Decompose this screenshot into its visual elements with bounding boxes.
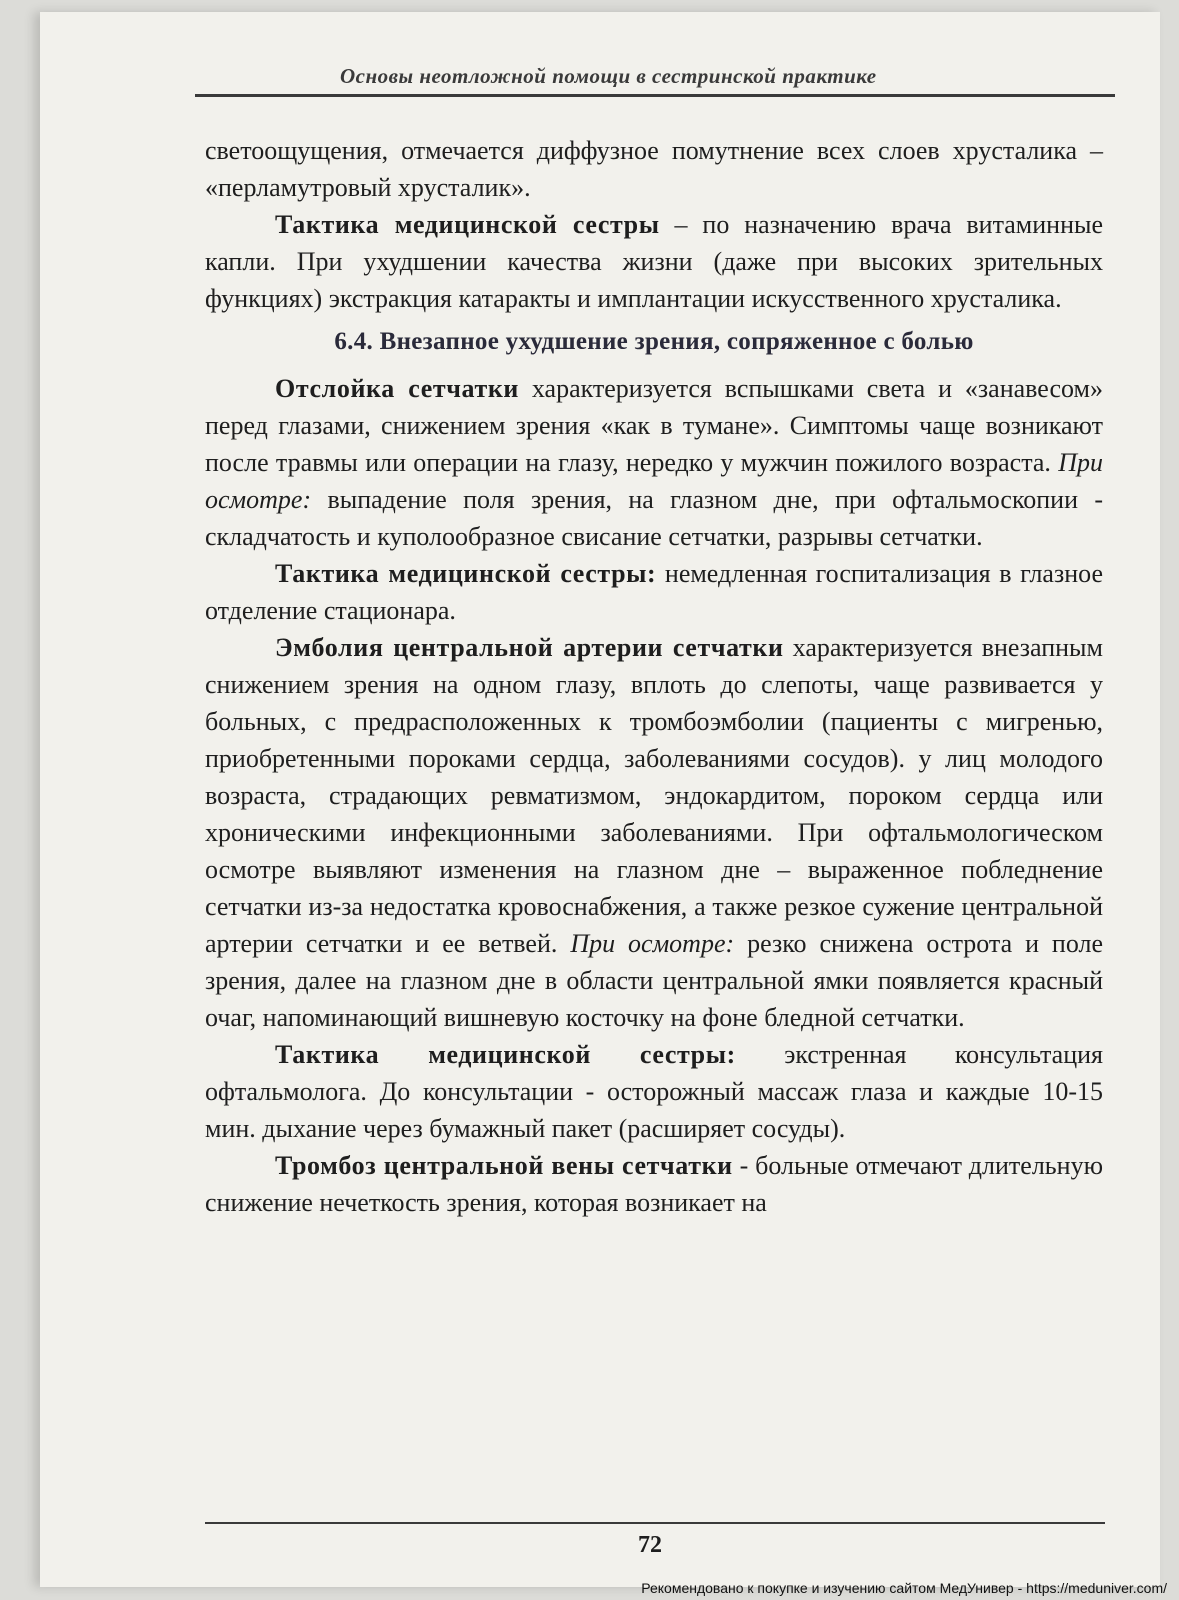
paragraph-retinal-detachment bbox=[205, 370, 1103, 555]
bold-term: Тромбоз центральной вены сетчатки bbox=[275, 1151, 733, 1180]
bold-term: Тактика медицинской сестры bbox=[275, 210, 660, 239]
book-page bbox=[40, 12, 1160, 1587]
paragraph-text: светоощущения, отмечается диффузное помутнение всех слоев хрусталика – «перламутровый хрусталик». bbox=[205, 136, 1103, 202]
paragraph-text: выпадение поля зрения, на глазном дне, при офтальмоскопии - складчатость и куполообразное свисание сетчатки, разрывы сетчатки. bbox=[205, 485, 1103, 551]
paragraph-text: экстренная консультация офтальмолога. До консультации - осторожный массаж глаза и каждые 10-15 мин. дыхание через бумажный пакет (расширяет сосуды). bbox=[205, 1040, 1103, 1143]
bold-term: Тактика медицинской сестры: bbox=[275, 559, 657, 588]
section-heading: 6.4. Внезапное ухудшение зрения, сопряженное с болью bbox=[334, 328, 974, 355]
header-divider bbox=[195, 94, 1115, 97]
bold-term: Эмболия центральной артерии сетчатки bbox=[275, 633, 784, 662]
watermark: Рекомендовано к покупке и изучению сайтом МедУнивер - https://meduniver.com/ bbox=[641, 1580, 1167, 1596]
paragraph-text: немедленная госпитализация в глазное отделение стационара. bbox=[205, 559, 1103, 625]
paragraph-tactics-cataract bbox=[205, 206, 1103, 317]
bold-term: Тактика медицинской сестры: bbox=[275, 1040, 736, 1069]
paragraph-text: резко снижена острота и поле зрения, далее на глазном дне в области центральной ямки появляется красный очаг, напоминающий вишневую косточку на фоне бледной сетчатки. bbox=[205, 929, 1104, 1032]
page-number: 72 bbox=[638, 1532, 662, 1558]
paragraph-vein-thrombosis bbox=[205, 1147, 1103, 1221]
paragraph-text: характеризуется вспышками света и «занавесом» перед глазами, снижением зрения «как в тумане». Симптомы чаще возникают после травмы или операции на глазу, нередко у мужчин пожилого возраста. bbox=[205, 374, 1103, 477]
paragraph-continuation bbox=[205, 132, 1103, 206]
paragraph-tactics-embolism bbox=[205, 1036, 1103, 1147]
paragraph-text: характеризуется внезапным снижением зрения на одном глазу, вплоть до слепоты, чаще развивается у больных, с предрасположенных к тромбоэмболии (пациенты с мигренью, приобретенными пороками сердца, заболеваниями сосудов). у лиц молодого возраста, страдающих ревматизмом, эндокардитом, пороком сердца или хроническими инфекционными заболеваниями. При офтальмологическом осмотре выявляют изменения на глазном дне – выраженное побледнение сетчатки из-за недостатка кровоснабжения, а также резкое сужение центральной артерии сетчатки и ее ветвей. bbox=[205, 633, 1103, 958]
italic-term: При осмотре: bbox=[205, 448, 1103, 514]
running-header: Основы неотложной помощи в сестринской практике bbox=[340, 64, 877, 88]
italic-term: При осмотре: bbox=[570, 929, 735, 958]
paragraph-text: – по назначению врача витаминные капли. При ухудшении качества жизни (даже при высоких зрительных функциях) экстракция катаракты и имплантации искусственного хрусталика. bbox=[205, 210, 1103, 313]
paragraph-artery-embolism bbox=[205, 629, 1103, 1036]
paragraph-tactics-detachment bbox=[205, 555, 1103, 629]
page-body bbox=[205, 132, 1103, 1221]
paragraph-text: - больные отмечают длительную снижение нечеткость зрения, которая возникает на bbox=[205, 1151, 1104, 1217]
bold-term: Отслойка сетчатки bbox=[275, 374, 519, 403]
footer-divider bbox=[205, 1522, 1105, 1524]
